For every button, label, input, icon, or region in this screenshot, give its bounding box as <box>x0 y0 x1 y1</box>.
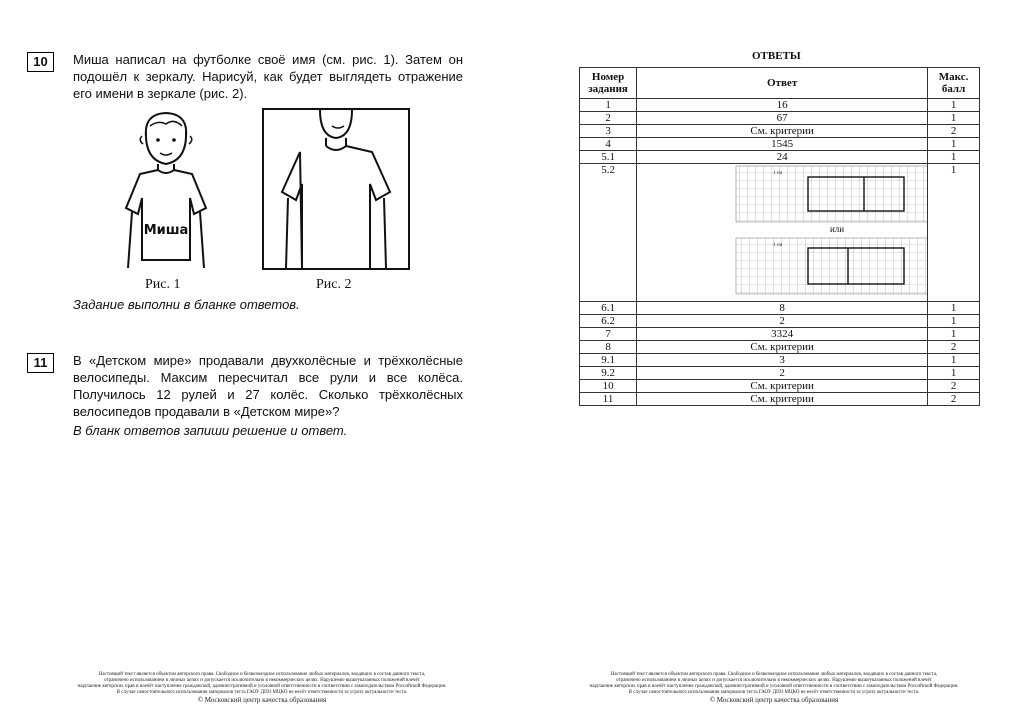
footer-line: ограничено использованием в личных целях и допускается исключительно в некоммерческих целях. Нарушение вышеуказанных положений влечёт <box>104 678 420 683</box>
row-score: 1 <box>928 328 980 341</box>
row-task: 2 <box>580 112 637 125</box>
row-answer: См. критерии <box>637 380 928 393</box>
task-11-number: 11 <box>27 353 54 373</box>
answer-grid-figures <box>637 164 927 298</box>
row-task: 4 <box>580 138 637 151</box>
task-10-text: Миша написал на футболке своё имя (см. рис. 1). Затем он подошёл к зеркалу. Нарисуй, как будет выглядеть отражение его имени в зеркале (рис. 2). <box>73 52 463 101</box>
row-score: 1 <box>928 151 980 164</box>
header-answer: Ответ <box>637 68 928 99</box>
figure-2-mirror <box>262 108 410 270</box>
table-row-grid <box>580 164 980 302</box>
table-row <box>580 302 980 315</box>
footer-copyright: © Московский центр качества образования <box>197 696 327 704</box>
footer-right <box>574 672 974 705</box>
row-score: 2 <box>928 341 980 354</box>
row-task: 6.2 <box>580 315 637 328</box>
scale-label-2: 1 см <box>773 243 783 248</box>
row-task: 1 <box>580 99 637 112</box>
table-row <box>580 328 980 341</box>
row-score: 1 <box>928 164 980 302</box>
table-row <box>580 380 980 393</box>
table-row <box>580 99 980 112</box>
row-answer: См. критерии <box>637 125 928 138</box>
header-task-number: Номер задания <box>580 68 637 99</box>
footer-line: нарушение авторских прав и влечёт наступление гражданской, административной и уголовной ответственности в соответствии с законодательством Российской Федерации. <box>77 684 447 689</box>
scale-label-1: 1 см <box>773 171 783 176</box>
figure-1-caption: Рис. 1 <box>145 277 181 292</box>
row-score: 1 <box>928 112 980 125</box>
row-answer: 16 <box>637 99 928 112</box>
row-answer: 3 <box>637 354 928 367</box>
row-answer: 2 <box>637 315 928 328</box>
row-answer: См. критерии <box>637 393 928 406</box>
row-answer: 67 <box>637 112 928 125</box>
row-score: 1 <box>928 367 980 380</box>
row-answer: 1545 <box>637 138 928 151</box>
row-task: 7 <box>580 328 637 341</box>
row-task: 9.1 <box>580 354 637 367</box>
row-score: 1 <box>928 138 980 151</box>
footer-line: В случае самостоятельного использования материалов теста ГАОУ ДПО МЦКО не несёт ответственности за угрозу актуальности теста. <box>116 690 408 695</box>
row-task: 5.2 <box>580 164 637 302</box>
table-row <box>580 138 980 151</box>
or-label: или <box>830 224 845 234</box>
row-task: 6.1 <box>580 302 637 315</box>
row-task: 11 <box>580 393 637 406</box>
table-row <box>580 112 980 125</box>
row-answer: 3324 <box>637 328 928 341</box>
row-score: 1 <box>928 315 980 328</box>
table-row <box>580 367 980 380</box>
shirt-name-label: Миша <box>143 223 189 238</box>
task-10-note: Задание выполни в бланке ответов. <box>73 297 300 312</box>
row-task: 9.2 <box>580 367 637 380</box>
row-task: 10 <box>580 380 637 393</box>
footer-copyright: © Московский центр качества образования <box>709 696 839 704</box>
table-row <box>580 354 980 367</box>
table-row <box>580 341 980 354</box>
row-score: 1 <box>928 99 980 112</box>
row-answer: 24 <box>637 151 928 164</box>
table-row <box>580 125 980 138</box>
figure-1-boy-shirt <box>118 108 214 270</box>
task-11-text: В «Детском мире» продавали двухколёсные и трёхколёсные велосипеды. Максим пересчитал все рули и все колёса. Получилось 12 рулей и 27 колёс. Сколько трёхколёсных велосипедов продавали в «Детском мире»? <box>73 353 463 419</box>
row-score: 1 <box>928 302 980 315</box>
row-score: 2 <box>928 125 980 138</box>
table-row <box>580 151 980 164</box>
row-score: 1 <box>928 354 980 367</box>
figure-2-caption: Рис. 2 <box>316 277 352 292</box>
footer-line: Настоящий текст является объектом авторского права. Свободное и безвозмездное использование любых материалов, входящих в состав данного текста, <box>98 672 426 677</box>
row-answer: См. критерии <box>637 341 928 354</box>
answers-title: ОТВЕТЫ <box>752 50 801 62</box>
footer-line: нарушение авторских прав и влечёт наступление гражданской, административной и уголовной ответственности в соответствии с законодательством Российской Федерации. <box>589 684 959 689</box>
row-task: 5.1 <box>580 151 637 164</box>
answers-header-row <box>580 68 980 99</box>
task-10-number: 10 <box>27 52 54 72</box>
table-row <box>580 393 980 406</box>
grid-figure-1 <box>736 166 927 222</box>
row-answer: 2 <box>637 367 928 380</box>
footer-line: ограничено использованием в личных целях и допускается исключительно в некоммерческих целях. Нарушение вышеуказанных положений влечёт <box>616 678 932 683</box>
table-row <box>580 315 980 328</box>
footer-left <box>62 672 462 705</box>
footer-line: В случае самостоятельного использования материалов теста ГАОУ ДПО МЦКО не несёт ответственности за угрозу актуальности теста. <box>628 690 920 695</box>
header-max-score: Макс. балл <box>928 68 980 99</box>
answers-table <box>579 67 980 406</box>
row-task: 3 <box>580 125 637 138</box>
row-answer: 8 <box>637 302 928 315</box>
row-answer-grids <box>637 164 928 302</box>
footer-line: Настоящий текст является объектом авторского права. Свободное и безвозмездное использование любых материалов, входящих в состав данного текста, <box>610 672 938 677</box>
row-score: 2 <box>928 393 980 406</box>
task-11-note: В бланк ответов запиши решение и ответ. <box>73 423 348 438</box>
row-score: 2 <box>928 380 980 393</box>
grid-figure-2 <box>736 238 927 294</box>
row-task: 8 <box>580 341 637 354</box>
